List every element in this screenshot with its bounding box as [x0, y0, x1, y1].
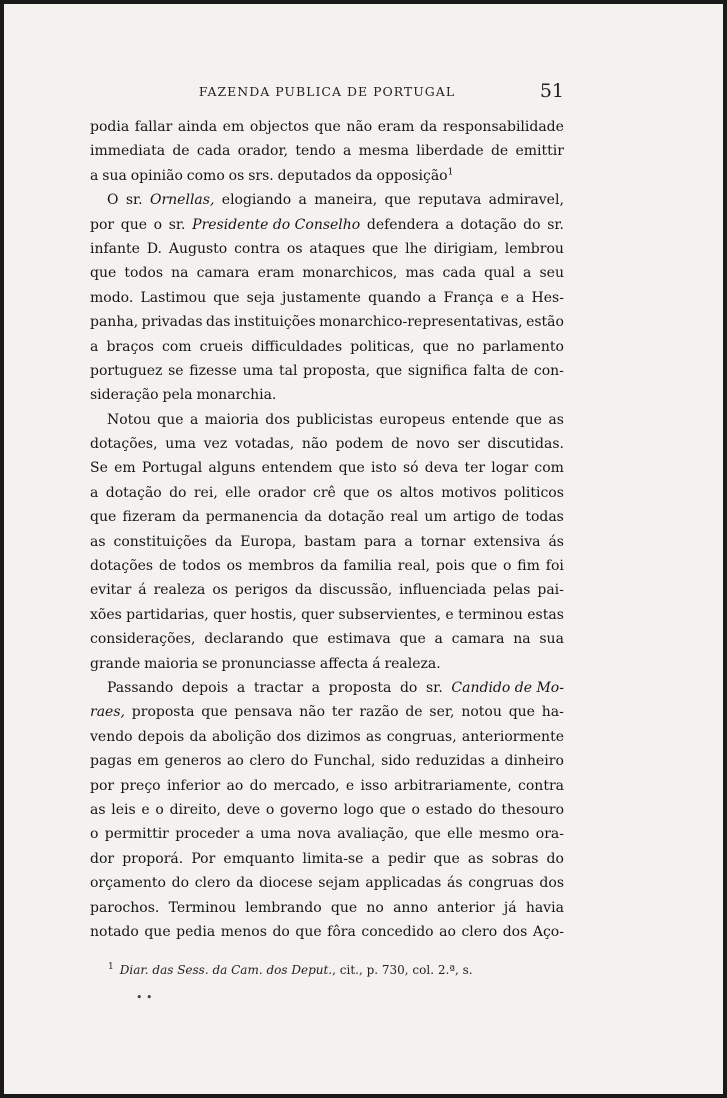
text-line: considerações, declarando que estimava que a camara na sua [90, 631, 564, 648]
footnote-marks: • • [136, 991, 153, 1004]
text-line: por que o sr. Presidente do Conselho defendera a dotação do sr. [90, 216, 564, 233]
running-head [90, 80, 564, 106]
running-title: FAZENDA PUBLICA DE PORTUGAL [198, 84, 456, 99]
text-line: Notou que a maioria dos publicistas europeus entende que as [107, 411, 564, 428]
footnote [108, 962, 473, 977]
text-line: que todos na camara eram monarchicos, mas cada qual a seu [90, 265, 564, 282]
text-line: notado que pedia menos do que fôra concedido ao clero dos Aço- [90, 923, 564, 940]
footnote-reference: 1 [447, 167, 454, 178]
text-line: parochos. Terminou lembrando que no anno anterior já havia [90, 899, 564, 916]
text-line: as constituições da Europa, bastam para a tornar extensiva ás [90, 533, 564, 550]
text-line: que fizeram da permanencia da dotação real um artigo de todas [90, 509, 564, 526]
text-line: dotações de todos os membros da familia real, pois que o fim foi [90, 558, 564, 575]
text-line: Passando depois a tractar a proposta do sr. Candido de Mo- [107, 679, 564, 696]
text-line: sideração pela monarchia. [90, 387, 277, 404]
text-line: immediata de cada orador, tendo a mesma liberdade de emittir [90, 143, 564, 160]
text-line: modo. Lastimou que seja justamente quando a França e a Hes- [90, 289, 564, 306]
page-number: 51 [539, 80, 564, 102]
text-line: portuguez se fizesse uma tal proposta, que significa falta de con- [90, 362, 564, 379]
text-line: vendo depois da abolição dos dizimos as congruas, anteriormente [90, 728, 564, 745]
footnote-citation: , cit., p. 730, col. 2.ª, s. [332, 963, 473, 977]
text-line: dotações, uma vez votadas, não podem de novo ser discutidas. [90, 436, 564, 453]
text-line: infante D. Augusto contra os ataques que lhe dirigiam, lembrou [90, 240, 564, 257]
text-line: panha, privadas das instituições monarchico-representativas, estão [90, 314, 564, 331]
text-line: a dotação do rei, elle orador crê que os altos motivos politicos [90, 484, 564, 501]
text-line: O sr. Ornellas, elogiando a maneira, que reputava admiravel, [107, 192, 564, 209]
text-line: evitar á realeza os perigos da discussão, influenciada pelas pai- [90, 582, 564, 599]
text-line: a sua opinião como os srs. deputados da opposição$^1$ [90, 167, 454, 184]
text-line: o permittir proceder a uma nova avaliação, que elle mesmo ora- [90, 826, 564, 843]
text-line: as leis e o direito, deve o governo logo que o estado do thesouro [90, 801, 564, 818]
text-line: Se em Portugal alguns entendem que isto só deva ter logar com [90, 460, 564, 477]
text-line: dor proporá. Por emquanto limita-se a pedir que as sobras do [90, 850, 564, 867]
footnote-source: Diar. das Sess. da Cam. dos Deput. [119, 963, 333, 977]
footnote-number: 1 [108, 962, 114, 972]
text-line: pagas em generos ao clero do Funchal, sido reduzidas a dinheiro [90, 753, 564, 770]
body-text [90, 115, 564, 944]
text-line: raes, proposta que pensava não ter razão de ser, notou que ha- [90, 704, 564, 721]
text-line: xões partidarias, quer hostis, quer subservientes, e terminou estas [90, 606, 564, 623]
text-line: a braços com crueis difficuldades politicas, que no parlamento [90, 338, 564, 355]
text-line: podia fallar ainda em objectos que não eram da responsabilidade [90, 119, 564, 135]
text-line: grande maioria se pronunciasse affecta á realeza. [90, 655, 441, 672]
scanned-page [4, 4, 723, 1094]
text-line: orçamento do clero da diocese sejam applicadas ás congruas dos [90, 875, 564, 892]
text-line: por preço inferior ao do mercado, e isso arbitrariamente, contra [90, 777, 564, 794]
